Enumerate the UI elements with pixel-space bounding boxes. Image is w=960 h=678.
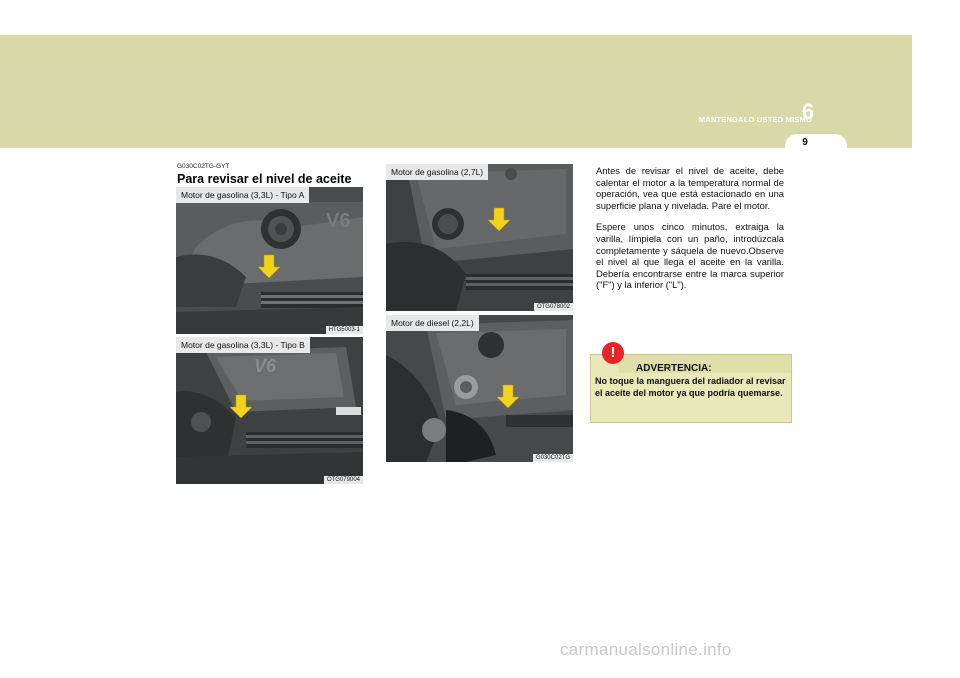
arrow-down-icon (386, 315, 573, 462)
section-heading: Para revisar el nivel de aceite (177, 172, 352, 186)
svg-text:V6: V6 (326, 210, 351, 232)
body-text (596, 165, 784, 301)
watermark: carmanualsonline.info (560, 640, 732, 659)
warning-icon: ! (602, 342, 624, 364)
body-paragraph-2: Espere unos cinco minutos, extraiga la varilla, límpiela con un paño, introdúzcala completamente y sáquela de nuevo.Observe el nivel al que llega el aceite en la varilla. Debería encontrarse entre la marca superior ("F") y la inferior ("L"). (596, 221, 784, 291)
photo-code: G030C02TG (533, 454, 573, 462)
photo-code: OTG078002 (534, 303, 573, 311)
section-code: G030C02TG-GYT (177, 163, 230, 170)
body-paragraph-1: Antes de revisar el nivel de aceite, debe calentar el motor a la temperatura normal de operación, vea que está estacionado en una superficie plana y nivelada. Pare el motor. (596, 165, 784, 211)
warning-box (590, 344, 792, 423)
photo-code: HTG5003-1 (326, 326, 363, 334)
page-number: 9 (802, 137, 808, 148)
engine-photo-27 (386, 164, 573, 311)
arrow-down-icon (176, 337, 363, 484)
engine-photo-22-diesel (386, 315, 573, 462)
engine-photo-33-type-b (176, 337, 363, 484)
arrow-down-icon (176, 187, 363, 334)
svg-text:V6: V6 (254, 356, 277, 376)
arrow-down-icon (386, 164, 573, 311)
photo-label: Motor de diesel (2,2L) (386, 315, 479, 331)
photo-label: Motor de gasolina (3,3L) - Tipo B (176, 337, 310, 353)
header-band (0, 35, 912, 148)
section-title: MANTENGALO USTED MISMO (698, 115, 812, 124)
warning-title: ADVERTENCIA: (636, 363, 712, 374)
chapter-number: 6 (801, 99, 815, 124)
engine-photo-33-type-a (176, 187, 363, 334)
warning-text: No toque la manguera del radiador al revisar el aceite del motor ya que podría quemarse. (595, 376, 786, 398)
photo-label: Motor de gasolina (2,7L) (386, 164, 488, 180)
photo-code: OTG079004 (324, 476, 363, 484)
photo-label: Motor de gasolina (3,3L) - Tipo A (176, 187, 309, 203)
